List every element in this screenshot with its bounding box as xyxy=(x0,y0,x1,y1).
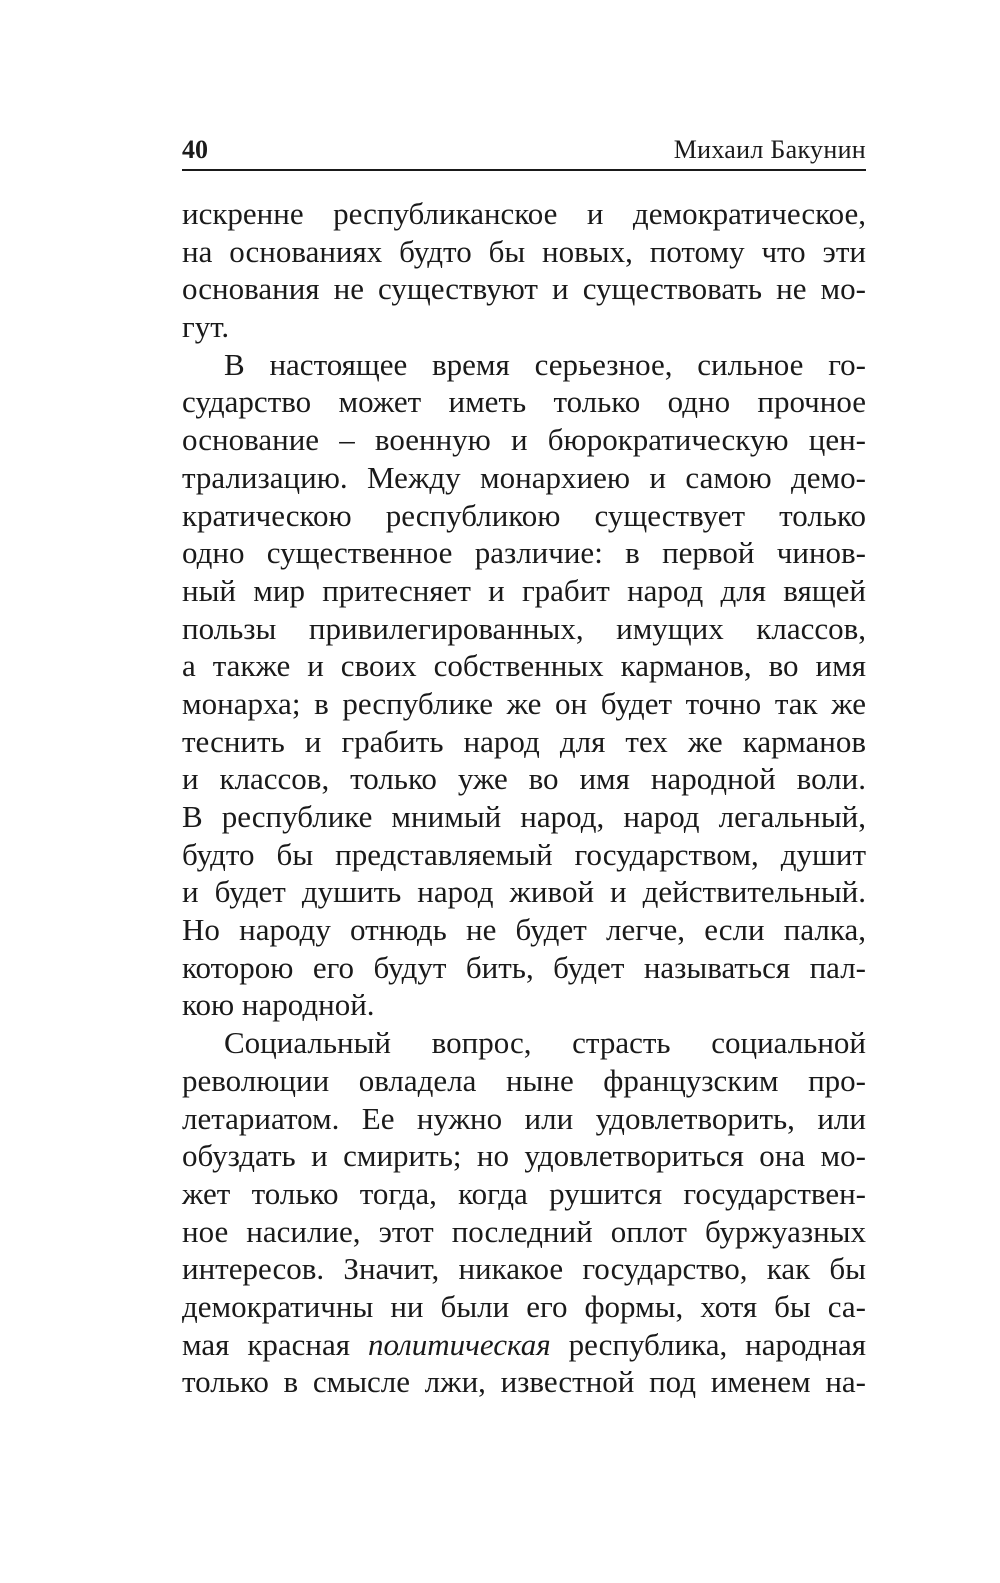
text-line: трализацию. Между монархиею и самою демо- xyxy=(182,459,866,495)
text-line: будто бы представляемый государством, душит xyxy=(182,836,866,872)
text-line: В республике мнимый народ, народ легальный, xyxy=(182,799,866,834)
text-line: ное насилие, этот последний оплот буржуазных xyxy=(182,1213,866,1249)
book-page xyxy=(182,0,866,1583)
text-line: одно существенное различие: в первой чинов- xyxy=(182,535,866,571)
text-line: монарха; в республике же он будет точно так же xyxy=(182,685,866,721)
text-line: обуздать и смирить; но удовлетвориться она мо- xyxy=(182,1138,866,1174)
text-line: и будет душить народ живой и действительный. xyxy=(182,874,866,910)
text-line: демократичны ни были его формы, хотя бы са- xyxy=(182,1288,866,1324)
text-line: и классов, только уже во имя народной воли. xyxy=(182,761,866,797)
text-line: летариатом. Ее нужно или удовлетворить, или xyxy=(182,1100,866,1136)
text-line: В настоящее время серьезное, сильное го- xyxy=(224,346,866,382)
text-line-with-emphasis xyxy=(182,1326,866,1364)
text-line: интересов. Значит, никакое государство, как бы xyxy=(182,1251,866,1287)
text-line: которою его будут бить, будет называться пал- xyxy=(182,949,866,985)
emphasized-word: политическая xyxy=(367,1326,551,1362)
text-segment: мая красная xyxy=(182,1326,368,1362)
text-line: Социальный вопрос, страсть социальной xyxy=(224,1025,866,1061)
text-line: Но народу отнюдь не будет легче, если палка, xyxy=(182,912,866,948)
text-line: кою народной. xyxy=(182,987,375,1023)
text-line: жет только тогда, когда рушится государствен- xyxy=(182,1175,866,1211)
text-line: пользы привилегированных, имущих классов, xyxy=(182,610,866,646)
text-line: сударство может иметь только одно прочное xyxy=(182,384,866,420)
text-line: гут. xyxy=(182,309,230,345)
text-line: искренне республиканское и демократическое, xyxy=(182,196,866,231)
page-number: 40 xyxy=(182,135,208,164)
text-segment: республика, народная xyxy=(550,1326,866,1362)
text-line: ный мир притесняет и грабит народ для вящей xyxy=(182,572,866,608)
text-line: а также и своих собственных карманов, во имя xyxy=(182,648,866,684)
text-line: на основаниях будто бы новых, потому что эти xyxy=(182,233,866,269)
text-line: теснить и грабить народ для тех же карманов xyxy=(182,723,866,759)
running-head-author: Михаил Бакунин xyxy=(673,135,866,164)
text-line: только в смысле лжи, известной под именем на- xyxy=(182,1364,866,1400)
text-line: революции овладела ныне французским про- xyxy=(182,1062,866,1098)
text-line: основание – военную и бюрократическую цен- xyxy=(182,422,866,458)
text-line: кратическою республикою существует только xyxy=(182,497,866,533)
body-text xyxy=(182,195,866,1401)
text-line: основания не существуют и существовать не мо- xyxy=(182,271,866,307)
running-header xyxy=(182,133,866,171)
